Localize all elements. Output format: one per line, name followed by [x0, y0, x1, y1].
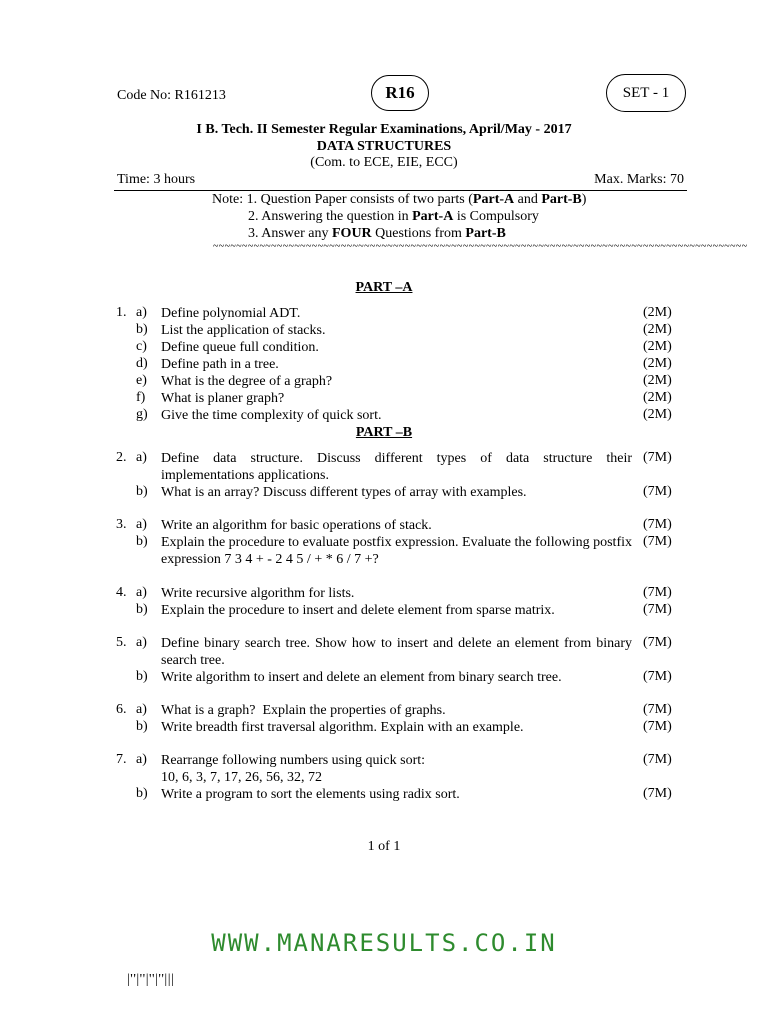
question-number: 3.: [116, 517, 127, 532]
page-number: 1 of 1: [367, 839, 401, 854]
part-a-heading: PART –A: [355, 280, 413, 295]
barcode-text: |''|''|''|''|||: [127, 972, 175, 987]
part-b-heading: PART –B: [355, 425, 413, 440]
subject-title: DATA STRUCTURES: [316, 139, 452, 154]
separator-line: ~~~~~~~~~~~~~~~~~~~~~~~~~~~~~~~~~~~~~~~~~~~~~~~~~~~~~~~~~~~~~~~~~~~~~~~~~~~~~~~~~~~~~~~~~~~~: [213, 241, 748, 252]
question-number: 6.: [116, 702, 127, 717]
set-badge: SET - 1: [606, 74, 686, 112]
question-number: 5.: [116, 635, 127, 650]
branches: (Com. to ECE, EIE, ECC): [310, 155, 458, 170]
exam-title: I B. Tech. II Semester Regular Examinations, April/May - 2017: [196, 122, 572, 137]
note-line-3: 3. Answer any FOUR Questions from Part-B: [248, 226, 506, 241]
question-number: 2.: [116, 450, 127, 465]
regulation-badge: R16: [371, 75, 429, 111]
number-sequence: 10, 6, 3, 7, 17, 26, 56, 32, 72: [161, 770, 322, 785]
time-allowed: Time: 3 hours: [117, 172, 196, 187]
question-number: 1.: [116, 305, 127, 320]
note-line-1: Note: 1. Question Paper consists of two parts (Part-A and Part-B): [212, 192, 587, 207]
max-marks: Max. Marks: 70: [594, 172, 684, 187]
header-rule: [114, 190, 687, 191]
code-number: Code No: R161213: [117, 88, 226, 103]
question-number: 7.: [116, 752, 127, 767]
note-line-2: 2. Answering the question in Part-A is Compulsory: [248, 209, 539, 224]
website-watermark: WWW.MANARESULTS.CO.IN: [211, 929, 557, 957]
question-number: 4.: [116, 585, 127, 600]
